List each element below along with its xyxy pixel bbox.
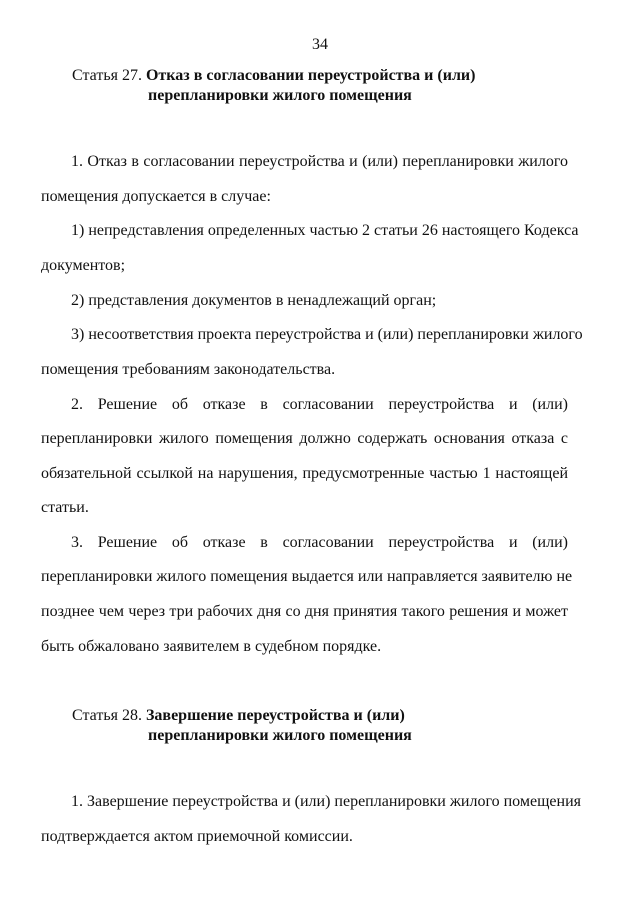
article-27-title-line1: Отказ в согласовании переустройства и (или) bbox=[145, 67, 476, 84]
article-27-heading bbox=[72, 66, 475, 106]
article-27-item1-line1: 1) непредставления определенных частью 2 статьи 26 настоящего Кодекса bbox=[71, 222, 579, 239]
article-27-p3-line1: 3. Решение об отказе в согласовании переустройства и (или) bbox=[71, 534, 568, 551]
article-28-p1-line2: подтверждается актом приемочной комиссии. bbox=[41, 828, 353, 845]
article-27-item1-line2: документов; bbox=[41, 257, 126, 274]
article-27-p3-line3: позднее чем через три рабочих дня со дня принятия такого решения и может bbox=[41, 603, 568, 620]
article-27-p2-line2: перепланировки жилого помещения должно содержать основания отказа с bbox=[41, 430, 568, 447]
article-28-label: Статья 28. bbox=[72, 707, 142, 724]
article-28-p1-line1: 1. Завершение переустройства и (или) перепланировки жилого помещения bbox=[71, 793, 581, 810]
page-number: 34 bbox=[312, 36, 328, 53]
article-27-p1-line2: помещения допускается в случае: bbox=[41, 188, 271, 205]
article-27-p2-line4: статьи. bbox=[41, 499, 89, 516]
article-27-label: Статья 27. bbox=[72, 67, 142, 84]
article-27-p1-line1: 1. Отказ в согласовании переустройства и (или) перепланировки жилого bbox=[71, 153, 568, 170]
article-27-p2-line1: 2. Решение об отказе в согласовании переустройства и (или) bbox=[71, 396, 568, 413]
article-27-item2: 2) представления документов в ненадлежащий орган; bbox=[71, 292, 437, 309]
article-28-heading bbox=[72, 706, 412, 746]
article-27-p3-line4: быть обжаловано заявителем в судебном порядке. bbox=[41, 638, 382, 655]
article-27-p2-line3: обязательной ссылкой на нарушения, предусмотренные частью 1 настоящей bbox=[41, 465, 568, 482]
article-27-title-line2: перепланировки жилого помещения bbox=[148, 87, 412, 104]
article-28-title-line2: перепланировки жилого помещения bbox=[148, 727, 412, 744]
article-27-p3-line2: перепланировки жилого помещения выдается или направляется заявителю не bbox=[41, 568, 573, 585]
article-27-item3-line1: 3) несоответствия проекта переустройства и (или) перепланировки жилого bbox=[71, 326, 583, 343]
article-27-item3-line2: помещения требованиям законодательства. bbox=[41, 361, 336, 378]
article-28-title-line1: Завершение переустройства и (или) bbox=[145, 707, 405, 724]
